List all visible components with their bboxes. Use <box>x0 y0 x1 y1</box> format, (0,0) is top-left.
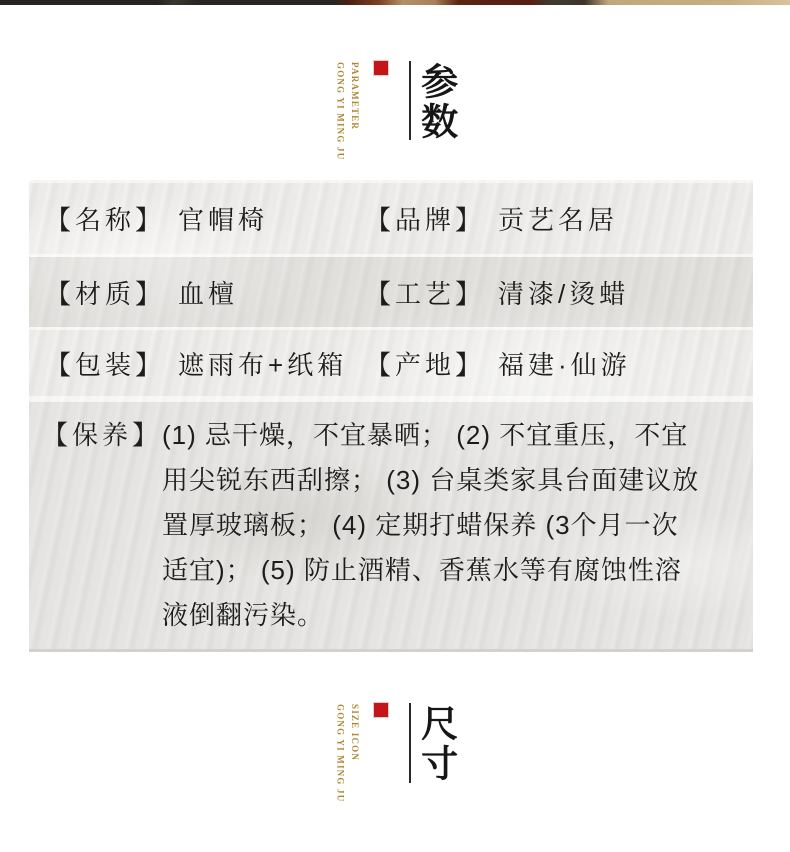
parameter-badge <box>333 58 459 161</box>
care-line: 置厚玻璃板； (4) 定期打蜡保养 (3个月一次 <box>162 510 679 540</box>
spec-label-care: 【保养】 <box>42 420 163 450</box>
spec-value-packing: 遮雨布+纸箱 <box>178 349 348 380</box>
brand-vertical-text: GONG YI MING JU <box>335 62 346 161</box>
size-badge <box>333 700 459 803</box>
care-line: 液倒翻污染。 <box>162 600 325 630</box>
spec-cell-craft <box>365 274 629 311</box>
care-line: 用尖锐东西刮擦； (3) 台桌类家具台面建议放 <box>162 465 700 495</box>
care-line: 适宜)； (5) 防止酒精、香蕉水等有腐蚀性溶 <box>162 555 682 585</box>
spec-value-material: 血檀 <box>178 278 239 309</box>
care-instructions <box>162 413 747 638</box>
spec-value-name: 官帽椅 <box>178 205 269 235</box>
spec-row-name-brand <box>29 183 753 254</box>
spec-label-material: 【材质】 <box>45 278 166 309</box>
parameter-calligraphy: 参数 <box>414 62 459 142</box>
seal-icon <box>374 703 388 717</box>
spec-row-material-craft <box>29 257 753 327</box>
spec-label-origin: 【产地】 <box>365 349 486 380</box>
spec-label-packing: 【包装】 <box>45 349 166 380</box>
spec-value-craft: 清漆/烫蜡 <box>498 278 630 309</box>
seal-icon <box>374 61 388 75</box>
spec-label-brand: 【品牌】 <box>365 205 486 235</box>
care-line: (1) 忌干燥，不宜暴晒； (2) 不宜重压，不宜 <box>162 420 689 450</box>
parameter-badge-vertical-caption <box>333 62 362 160</box>
spec-cell-origin <box>365 345 631 382</box>
size-calligraphy: 尺寸 <box>414 704 459 784</box>
top-photo-edge <box>0 0 790 5</box>
spec-row-care <box>29 402 753 652</box>
spec-cell-brand <box>365 200 618 237</box>
spec-label-craft: 【工艺】 <box>365 278 486 309</box>
spec-row-packing-origin <box>29 330 753 396</box>
caption-vertical-text: SIZE ICON <box>349 704 360 762</box>
caption-vertical-text: PARAMETER <box>349 62 360 131</box>
spec-value-brand: 贡艺名居 <box>498 205 619 235</box>
size-badge-vertical-caption <box>333 704 362 802</box>
badge-divider <box>409 703 411 783</box>
spec-label-name: 【名称】 <box>45 205 166 235</box>
spec-panel <box>29 180 753 652</box>
spec-value-origin: 福建·仙游 <box>498 349 631 380</box>
spec-cell-material <box>45 274 365 311</box>
spec-cell-packing <box>45 345 365 382</box>
badge-divider <box>409 61 411 140</box>
brand-vertical-text: GONG YI MING JU <box>335 704 346 803</box>
spec-cell-name <box>45 200 365 237</box>
